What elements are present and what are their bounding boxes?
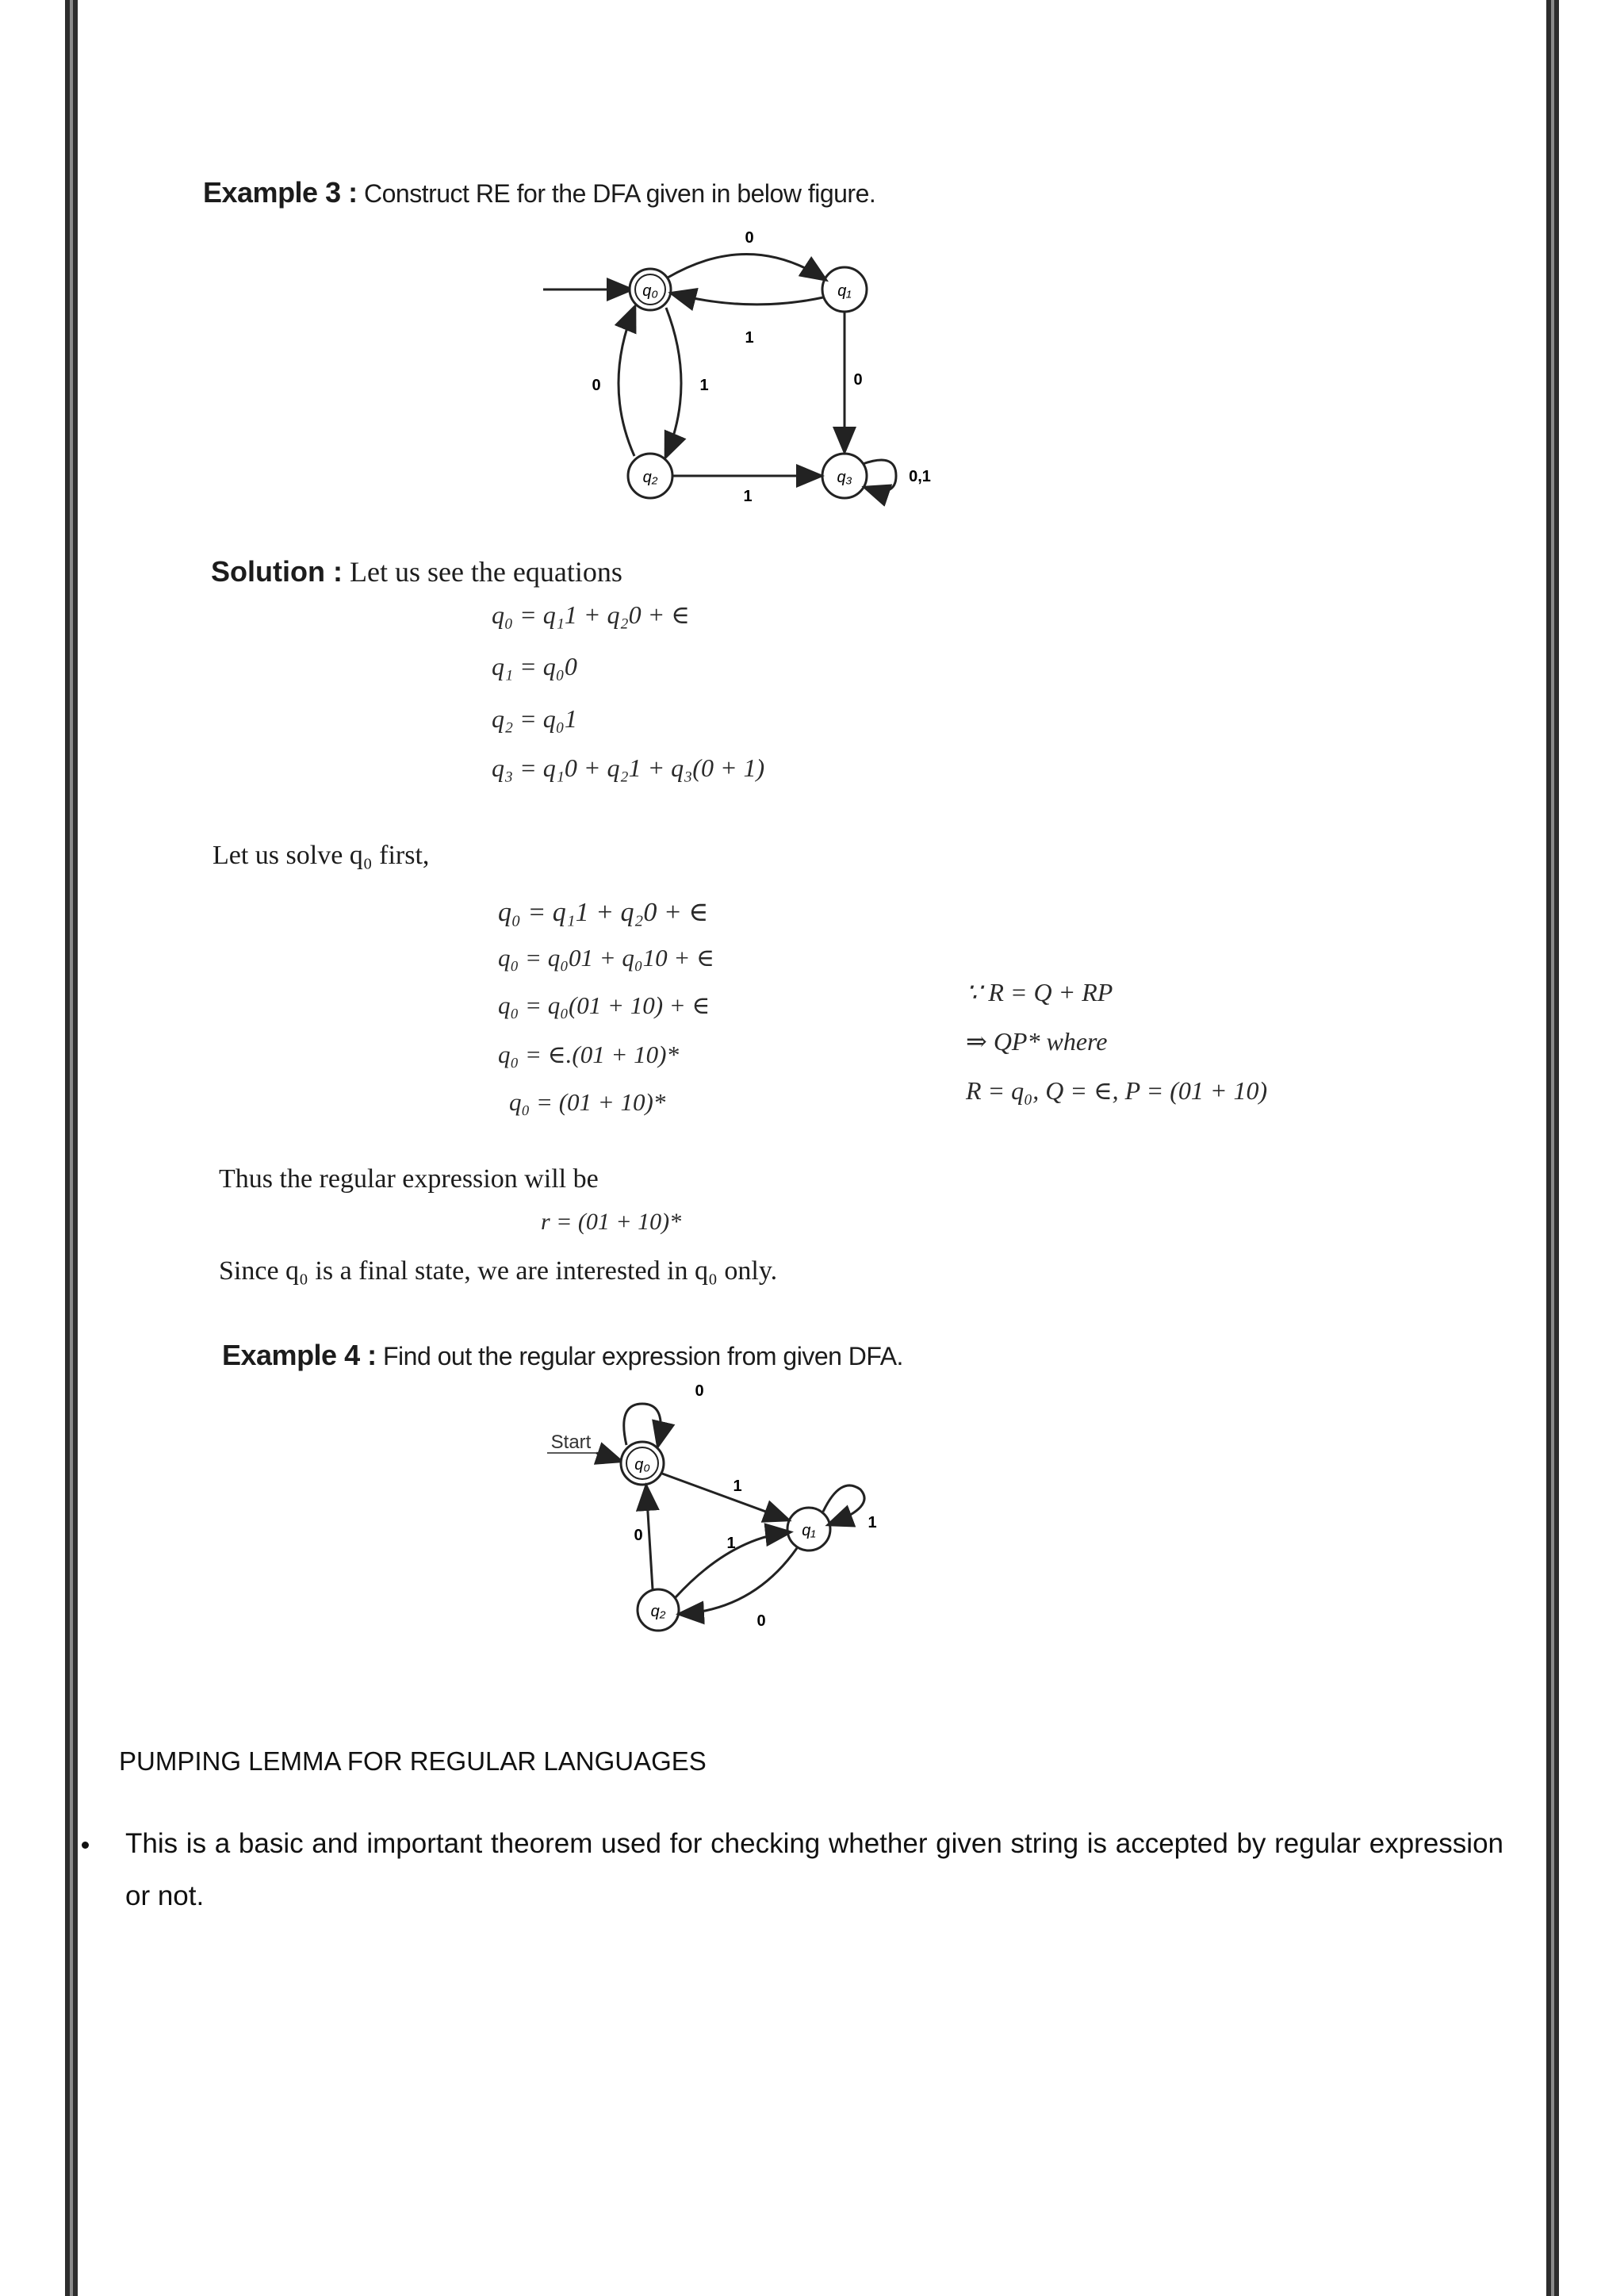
state-q1-ex4 (787, 1508, 830, 1550)
state-q1 (822, 267, 867, 312)
state-q3 (822, 454, 867, 498)
state-q0-ex4 (621, 1442, 664, 1485)
example4-prompt: Find out the regular expression from given DFA. (382, 1342, 903, 1370)
pumping-bullet-text: This is a basic and important theorem used for checking whether given string is accepted by regular expression or not. (125, 1828, 1503, 1911)
solution-heading (211, 555, 622, 588)
equation-q0: q₀ = q₁1 + q₂0 + ∈ (492, 600, 690, 629)
state-q1-label: q₁ (837, 282, 852, 300)
step-1: q₀ = q₁1 + q₂0 + ∈ (498, 898, 709, 927)
edge-label-q1-q3: 0 (853, 371, 863, 389)
state-q2-ex4-label: q₂ (650, 1603, 666, 1620)
edge-q0-q1 (668, 254, 825, 279)
edge-label-q1-q2-ex4: 0 (756, 1612, 766, 1630)
state-q3-label: q₃ (837, 469, 852, 486)
edge-q0-q2 (666, 308, 681, 456)
edge-label-q0-q1: 0 (745, 229, 754, 247)
solve-intro: Let us solve q₀ first, (213, 841, 430, 870)
edge-label-q3-self: 0,1 (909, 468, 931, 485)
start-label: Start (550, 1432, 592, 1453)
edge-label-q0-q1-ex4: 1 (733, 1478, 742, 1495)
edge-label-q2-q0-ex4: 0 (634, 1527, 643, 1544)
example3-dfa-diagram (523, 214, 967, 531)
example4-dfa-diagram (523, 1372, 888, 1634)
start-arrow-ex4 (596, 1453, 620, 1461)
final-note: Since q₀ is a final state, we are interested in q₀ only. (219, 1256, 778, 1286)
edge-label-q1-q0: 1 (745, 329, 754, 347)
section-title-pumping-lemma: PUMPING LEMMA FOR REGULAR LANGUAGES (119, 1746, 707, 1776)
step-2: q₀ = q₀01 + q₀10 + ∈ (498, 944, 715, 972)
page-border-left (62, 0, 82, 2296)
state-q1-ex4-label: q₁ (802, 1522, 816, 1539)
edge-q1-q2-ex4 (680, 1548, 797, 1614)
step-3: q₀ = q₀(01 + 10) + ∈ (498, 991, 710, 1019)
state-q2-ex4 (638, 1589, 679, 1631)
step-4: q₀ = ∈.(01 + 10)* (498, 1041, 679, 1068)
result-expression: r = (01 + 10)* (541, 1209, 682, 1235)
edge-label-q2-q1-ex4: 1 (726, 1535, 736, 1552)
step-5: q₀ = (01 + 10)* (509, 1088, 666, 1116)
state-q2-label: q₂ (642, 469, 658, 486)
example4-label: Example 4 : (222, 1339, 377, 1371)
bullet-marker (82, 1842, 89, 1849)
example3-prompt: Construct RE for the DFA given in below figure. (363, 179, 876, 208)
state-q0 (630, 269, 671, 310)
solution-label: Solution : (211, 555, 343, 588)
example4-heading (222, 1339, 903, 1372)
edge-label-q2-q3: 1 (743, 488, 753, 505)
edge-label-q0-q2: 1 (699, 377, 709, 394)
edge-q0-q1-ex4 (662, 1474, 787, 1520)
equation-q1: q₁ = q₀0 (492, 652, 577, 680)
side-note-2: ⇒ QP* where (966, 1027, 1108, 1056)
conclusion-text: Thus the regular expression will be (219, 1164, 599, 1194)
state-q2 (628, 454, 672, 498)
page-border-right (1543, 0, 1564, 2296)
example3-heading (203, 176, 875, 209)
edge-label-q2-q0: 0 (592, 377, 601, 394)
example3-label: Example 3 : (203, 176, 358, 209)
state-q0-label: q₀ (642, 282, 658, 300)
equation-q3: q₃ = q₁0 + q₂1 + q₃(0 + 1) (492, 753, 765, 782)
side-note-1: ∵ R = Q + RP (966, 978, 1113, 1006)
edge-q2-q0-ex4 (646, 1487, 653, 1589)
edge-q0-self-ex4 (624, 1404, 661, 1445)
side-note-3: R = q₀, Q = ∈, P = (01 + 10) (966, 1076, 1268, 1105)
edge-q1-q0 (672, 293, 823, 305)
edge-label-q1-self-ex4: 1 (868, 1514, 877, 1531)
edge-q1-self-ex4 (823, 1485, 864, 1524)
state-q0-ex4-label: q₀ (634, 1456, 650, 1474)
edge-q2-q0 (619, 308, 634, 456)
solution-intro: Let us see the equations (349, 556, 622, 588)
equation-q2: q₂ = q₀1 (492, 704, 577, 733)
edge-label-q0-self-ex4: 0 (695, 1382, 704, 1400)
